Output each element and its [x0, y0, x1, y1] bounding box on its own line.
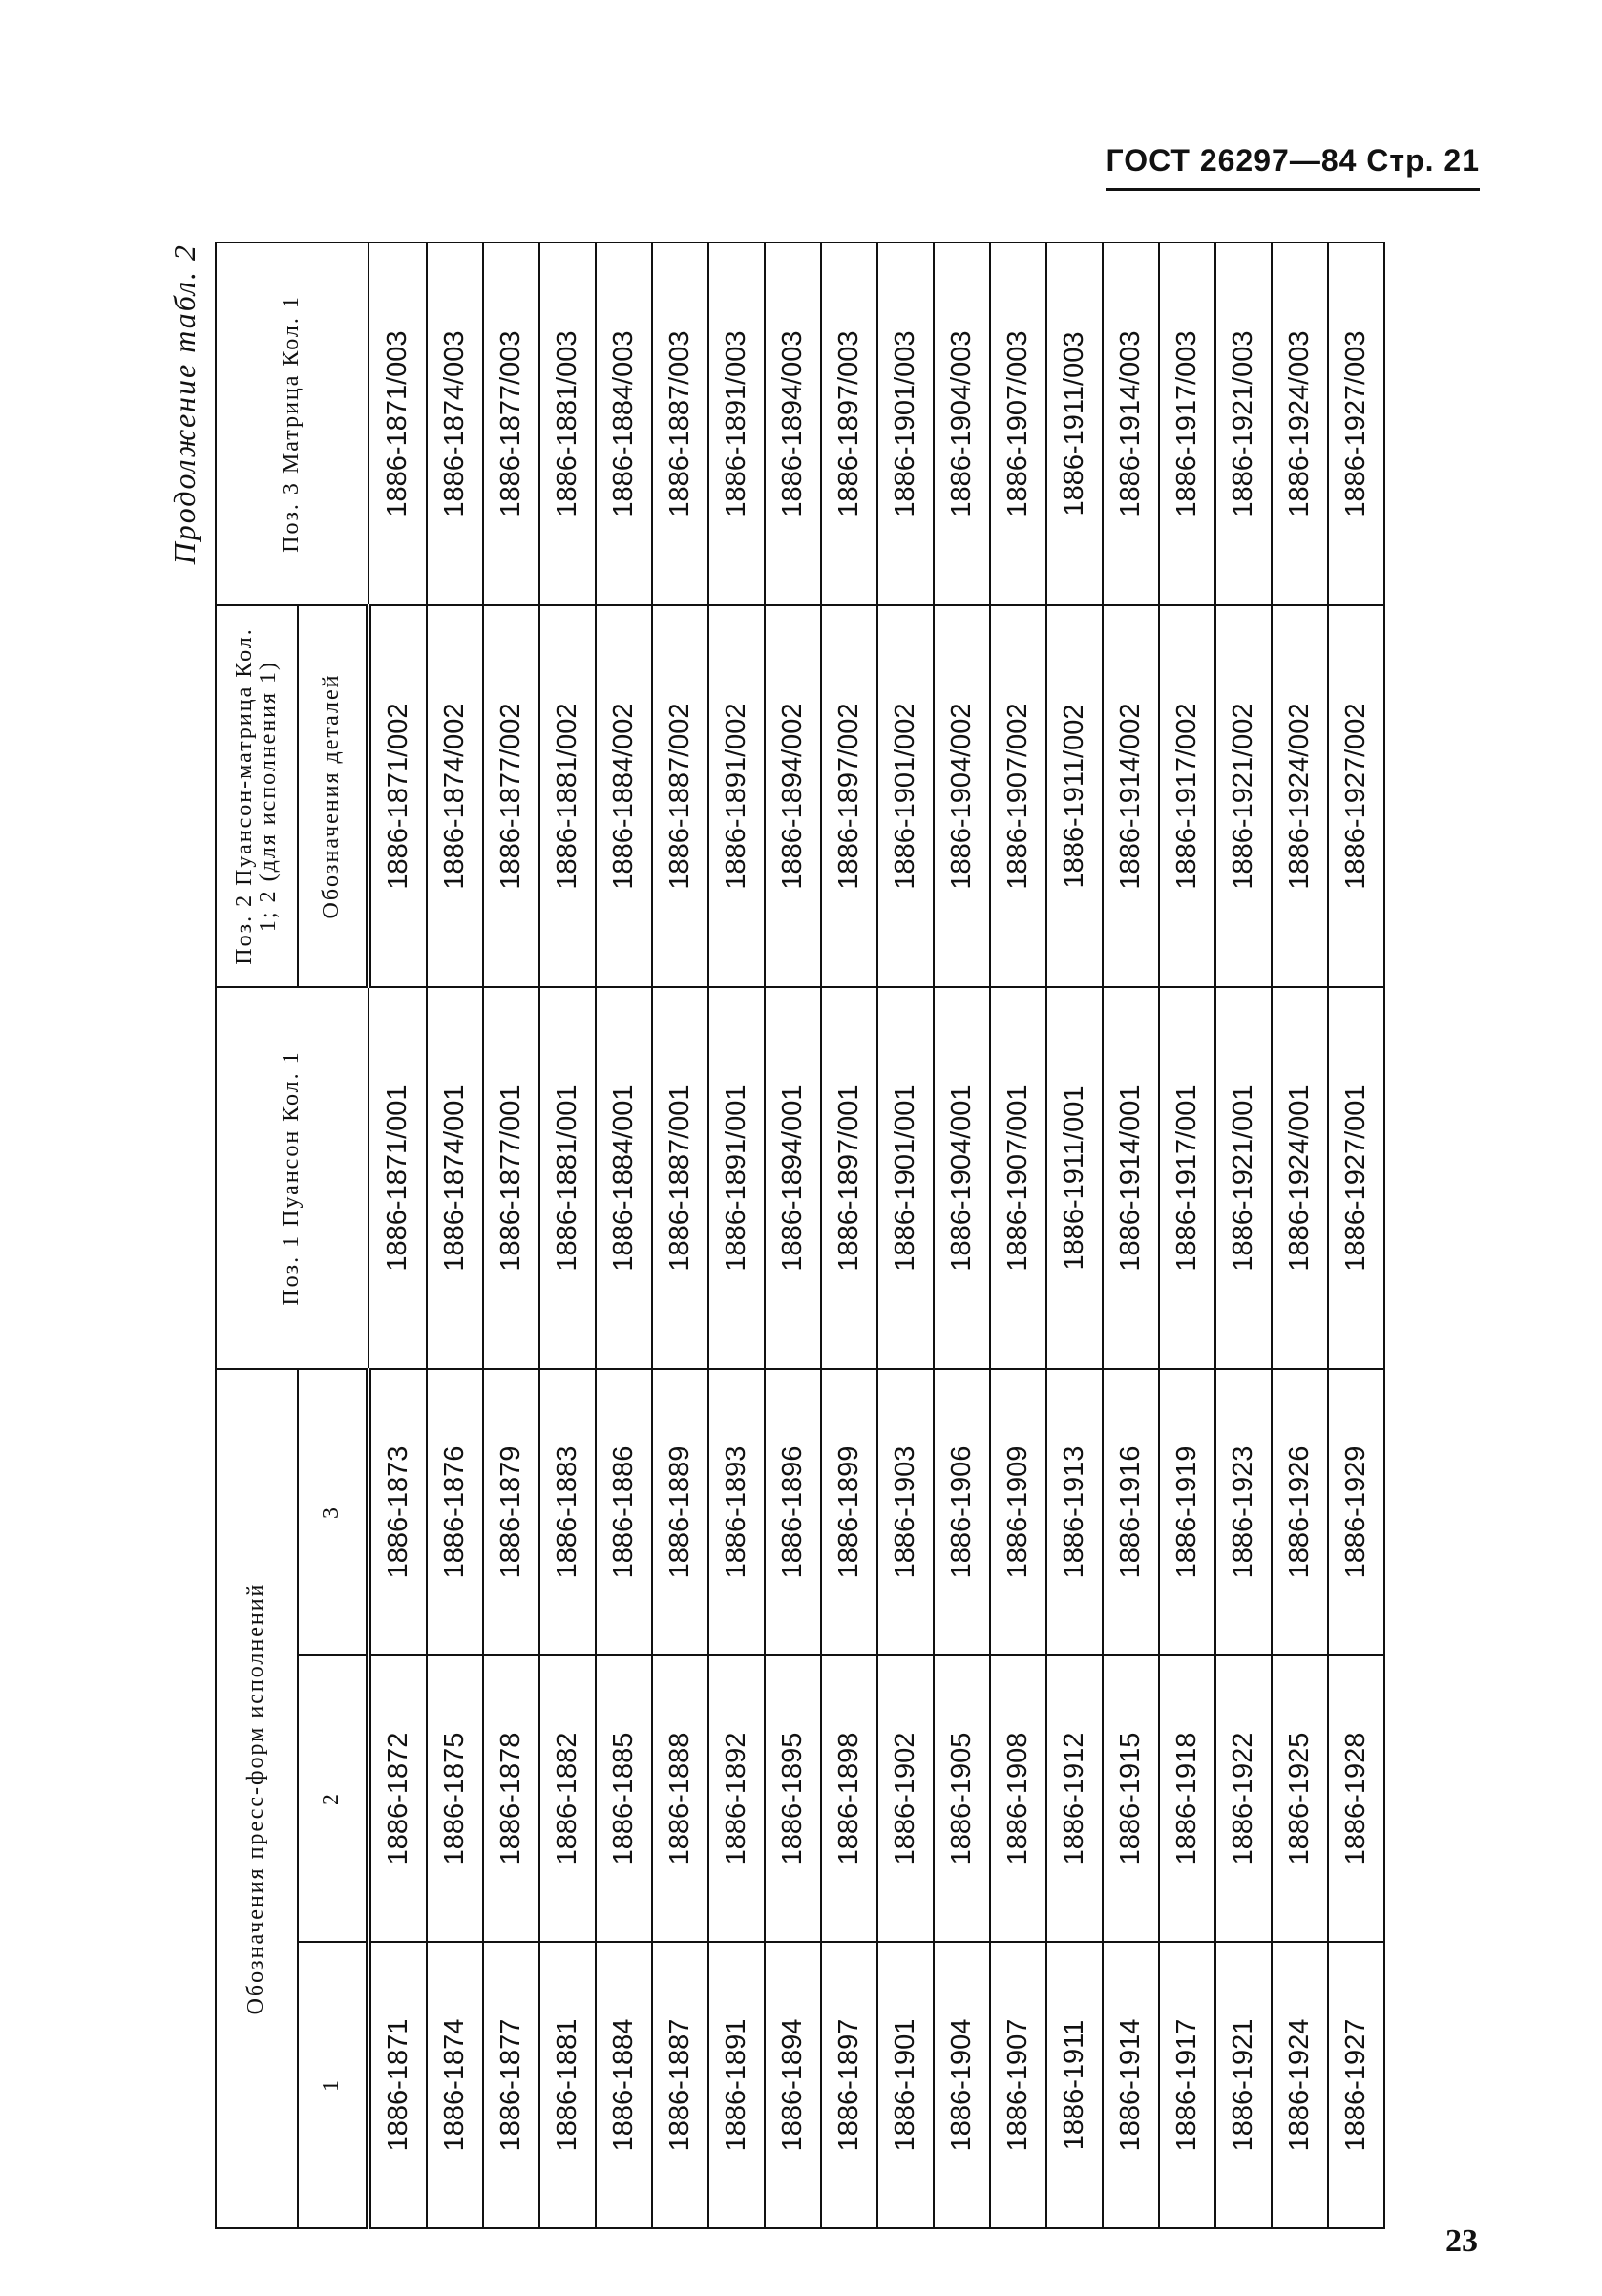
table-row	[1046, 242, 1103, 2228]
group-header-variants: Обозначения пресс-форм исполнений	[216, 1369, 298, 2228]
table-cell: 1886-1871/001	[369, 987, 427, 1369]
table-cell: 1886-1878	[483, 1655, 539, 1942]
table-row	[1215, 242, 1272, 2228]
table-cell: 1886-1927/001	[1328, 987, 1384, 1369]
table-cell: 1886-1905	[934, 1655, 990, 1942]
table-cell: 1886-1924	[1272, 1942, 1328, 2228]
table-cell: 1886-1886	[596, 1369, 652, 1655]
table-cell: 1886-1909	[990, 1369, 1046, 1655]
col-header-3: 3	[298, 1369, 369, 1655]
table-cell: 1886-1917/001	[1159, 987, 1215, 1369]
table-cell: 1886-1911/002	[1046, 605, 1103, 987]
table-cell: 1886-1888	[652, 1655, 708, 1942]
table-cell: 1886-1927	[1328, 1942, 1384, 2228]
table-cell: 1886-1893	[708, 1369, 765, 1655]
table-cell: 1886-1872	[369, 1655, 427, 1942]
table-row	[821, 242, 877, 2228]
table-cell: 1886-1873	[369, 1369, 427, 1655]
table-cell: 1886-1928	[1328, 1655, 1384, 1942]
table-cell: 1886-1901/002	[877, 605, 934, 987]
table-cell: 1886-1877	[483, 1942, 539, 2228]
table-cell: 1886-1921/003	[1215, 242, 1272, 605]
table-cell: 1886-1923	[1215, 1369, 1272, 1655]
table-cell: 1886-1884	[596, 1942, 652, 2228]
table-cell: 1886-1913	[1046, 1369, 1103, 1655]
table-cell: 1886-1927/003	[1328, 242, 1384, 605]
table-cell: 1886-1884/001	[596, 987, 652, 1369]
page-number: 23	[1445, 2223, 1478, 2259]
table-cell: 1886-1907/003	[990, 242, 1046, 605]
table-row	[1159, 242, 1215, 2228]
table-cell: 1886-1887	[652, 1942, 708, 2228]
table-caption: Продолжение табл. 2	[167, 243, 201, 565]
table-row	[652, 242, 708, 2228]
table-cell: 1886-1907/002	[990, 605, 1046, 987]
table-cell: 1886-1921/001	[1215, 987, 1272, 1369]
table-cell: 1886-1925	[1272, 1655, 1328, 1942]
table-row	[934, 242, 990, 2228]
table-cell: 1886-1917	[1159, 1942, 1215, 2228]
table-cell: 1886-1891/003	[708, 242, 765, 605]
table-cell: 1886-1897	[821, 1942, 877, 2228]
table-cell: 1886-1884/003	[596, 242, 652, 605]
table-cell: 1886-1924/002	[1272, 605, 1328, 987]
table-cell: 1886-1874/003	[427, 242, 483, 605]
table-cell: 1886-1897/003	[821, 242, 877, 605]
table-cell: 1886-1921	[1215, 1942, 1272, 2228]
table-cell: 1886-1879	[483, 1369, 539, 1655]
table-cell: 1886-1904/001	[934, 987, 990, 1369]
table-cell: 1886-1877/003	[483, 242, 539, 605]
table-cell: 1886-1881/002	[539, 605, 596, 987]
table-cell: 1886-1901	[877, 1942, 934, 2228]
table-cell: 1886-1916	[1103, 1369, 1159, 1655]
table-row	[427, 242, 483, 2228]
page-header	[1106, 143, 1480, 191]
table-cell: 1886-1902	[877, 1655, 934, 1942]
table-cell: 1886-1914/003	[1103, 242, 1159, 605]
table-cell: 1886-1917/003	[1159, 242, 1215, 605]
col-header-pos3: Поз. 3 Матрица Кол. 1	[216, 242, 369, 605]
table-cell: 1886-1914/002	[1103, 605, 1159, 987]
table-cell: 1886-1899	[821, 1369, 877, 1655]
table-row	[596, 242, 652, 2228]
table-cell: 1886-1907/001	[990, 987, 1046, 1369]
table-cell: 1886-1889	[652, 1369, 708, 1655]
table-cell: 1886-1901/001	[877, 987, 934, 1369]
table-cell: 1886-1924/001	[1272, 987, 1328, 1369]
table-cell: 1886-1891/001	[708, 987, 765, 1369]
table-cell: 1886-1917/002	[1159, 605, 1215, 987]
table-cell: 1886-1927/002	[1328, 605, 1384, 987]
table-cell: 1886-1897/001	[821, 987, 877, 1369]
table-cell: 1886-1904	[934, 1942, 990, 2228]
table-cell: 1886-1914/001	[1103, 987, 1159, 1369]
table-body	[369, 242, 1384, 2228]
table-cell: 1886-1918	[1159, 1655, 1215, 1942]
table-cell: 1886-1871/002	[369, 605, 427, 987]
table-row	[990, 242, 1046, 2228]
table-cell: 1886-1926	[1272, 1369, 1328, 1655]
col-header-pos2: Поз. 2 Пуансон-матрица Кол. 1; 2 (для исполнения 1)	[216, 605, 298, 987]
table-row	[483, 242, 539, 2228]
table-cell: 1886-1891/002	[708, 605, 765, 987]
table-cell: 1886-1877/002	[483, 605, 539, 987]
table-cell: 1886-1904/003	[934, 242, 990, 605]
table-cell: 1886-1887/002	[652, 605, 708, 987]
table-row	[765, 242, 821, 2228]
table-cell: 1886-1881/003	[539, 242, 596, 605]
table-cell: 1886-1884/002	[596, 605, 652, 987]
table-row	[1272, 242, 1328, 2228]
table-cell: 1886-1887/003	[652, 242, 708, 605]
col-header-pos1: Поз. 1 Пуансон Кол. 1	[216, 987, 369, 1369]
table-cell: 1886-1877/001	[483, 987, 539, 1369]
table-cell: 1886-1894	[765, 1942, 821, 2228]
standard-number: ГОСТ 26297—84	[1106, 143, 1358, 178]
table-cell: 1886-1904/002	[934, 605, 990, 987]
table-cell: 1886-1892	[708, 1655, 765, 1942]
table-cell: 1886-1911	[1046, 1942, 1103, 2228]
table-cell: 1886-1881/001	[539, 987, 596, 1369]
page-label: Стр. 21	[1366, 143, 1480, 178]
table-cell: 1886-1894/003	[765, 242, 821, 605]
table-cell: 1886-1901/003	[877, 242, 934, 605]
details-subheader: Обозначения деталей	[298, 605, 369, 987]
table-row	[539, 242, 596, 2228]
table-cell: 1886-1874/002	[427, 605, 483, 987]
table-row	[369, 242, 427, 2228]
table-cell: 1886-1875	[427, 1655, 483, 1942]
table-cell: 1886-1915	[1103, 1655, 1159, 1942]
table-cell: 1886-1906	[934, 1369, 990, 1655]
table-cell: 1886-1907	[990, 1942, 1046, 2228]
rotated-table-block	[167, 243, 1437, 2229]
table-cell: 1886-1919	[1159, 1369, 1215, 1655]
table-cell: 1886-1882	[539, 1655, 596, 1942]
table-cell: 1886-1885	[596, 1655, 652, 1942]
table-cell: 1886-1894/001	[765, 987, 821, 1369]
table-cell: 1886-1871	[369, 1942, 427, 2228]
table-cell: 1886-1894/002	[765, 605, 821, 987]
col-header-1: 1	[298, 1942, 369, 2228]
table-cell: 1886-1895	[765, 1655, 821, 1942]
table-cell: 1886-1881	[539, 1942, 596, 2228]
table-cell: 1886-1911/003	[1046, 242, 1103, 605]
table-cell: 1886-1911/001	[1046, 987, 1103, 1369]
table-cell: 1886-1874	[427, 1942, 483, 2228]
table-cell: 1886-1922	[1215, 1655, 1272, 1942]
table-cell: 1886-1883	[539, 1369, 596, 1655]
table-cell: 1886-1924/003	[1272, 242, 1328, 605]
table-cell: 1886-1874/001	[427, 987, 483, 1369]
col-header-2: 2	[298, 1655, 369, 1942]
table-cell: 1886-1912	[1046, 1655, 1103, 1942]
table-row	[1328, 242, 1384, 2228]
table-cell: 1886-1929	[1328, 1369, 1384, 1655]
table-cell: 1886-1914	[1103, 1942, 1159, 2228]
table-cell: 1886-1897/002	[821, 605, 877, 987]
table-cell: 1886-1903	[877, 1369, 934, 1655]
table-cell: 1886-1898	[821, 1655, 877, 1942]
table-row	[708, 242, 765, 2228]
table-cell: 1886-1908	[990, 1655, 1046, 1942]
table-row	[877, 242, 934, 2228]
table-cell: 1886-1921/002	[1215, 605, 1272, 987]
table-cell: 1886-1896	[765, 1369, 821, 1655]
table-row	[1103, 242, 1159, 2228]
table-cell: 1886-1876	[427, 1369, 483, 1655]
table-cell: 1886-1891	[708, 1942, 765, 2228]
table-cell: 1886-1887/001	[652, 987, 708, 1369]
designations-table	[215, 242, 1385, 2229]
table-cell: 1886-1871/003	[369, 242, 427, 605]
